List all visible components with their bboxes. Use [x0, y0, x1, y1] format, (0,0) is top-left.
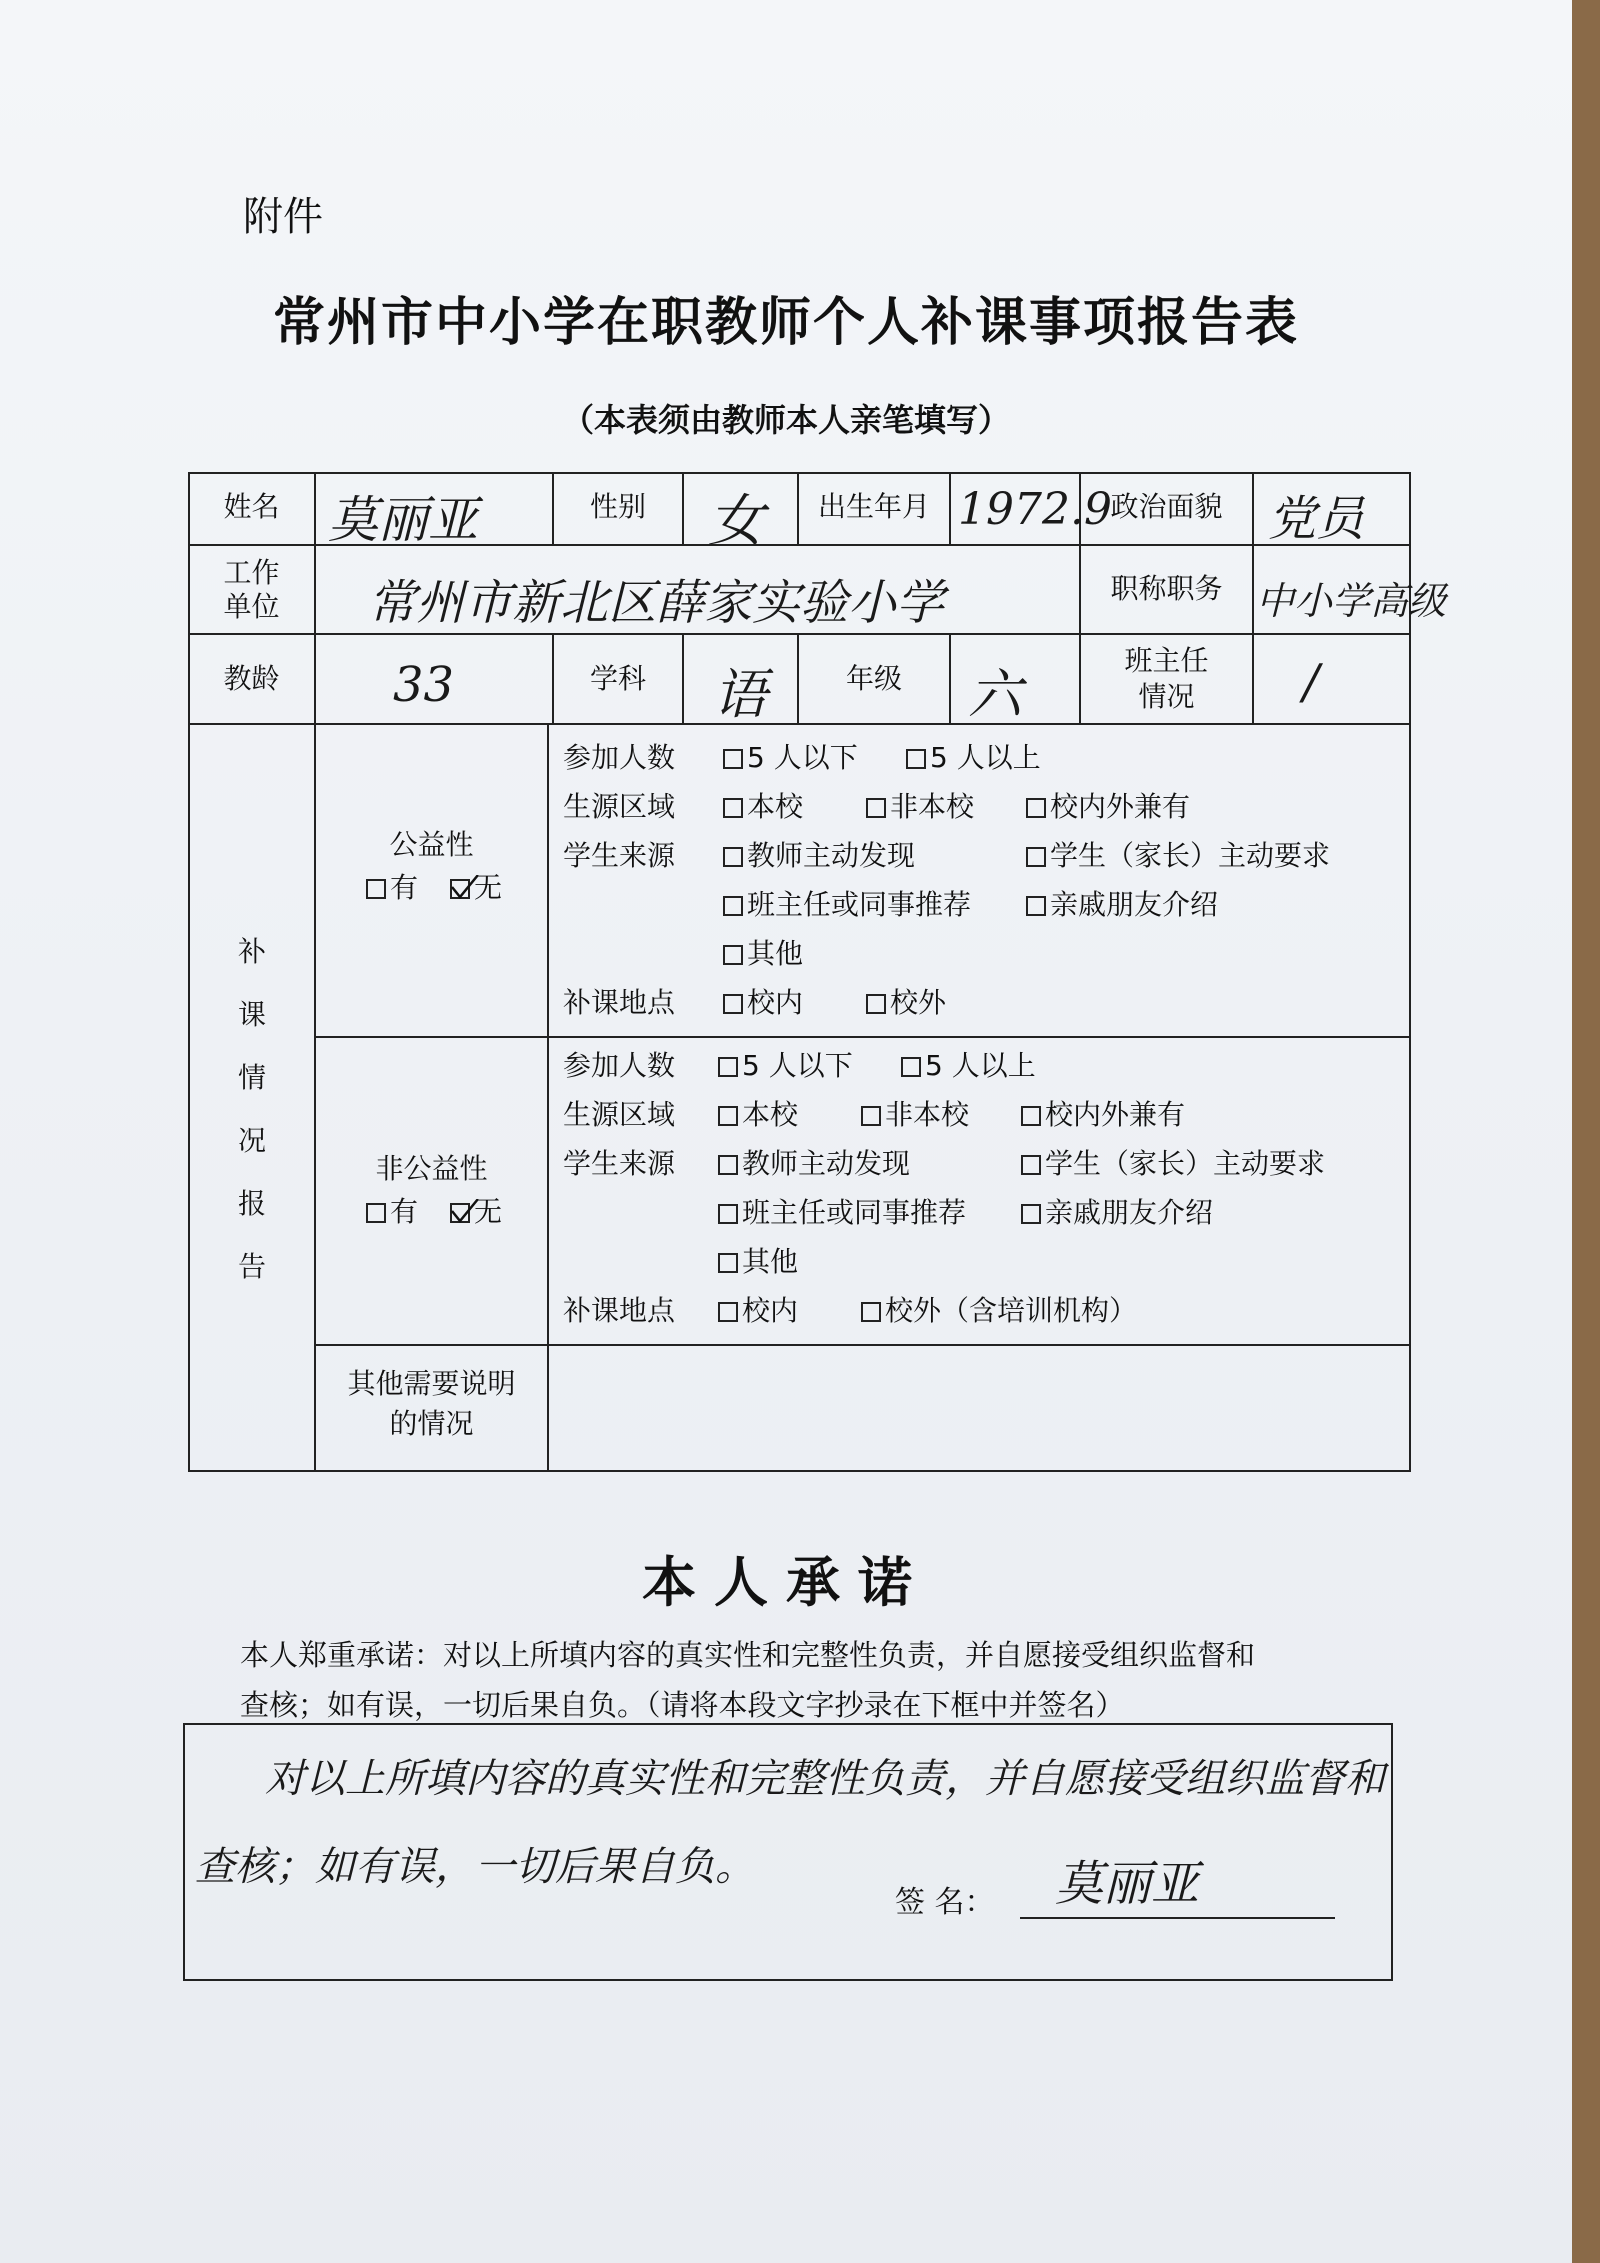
public-place-opt-1[interactable]: 校内 [723, 981, 803, 1021]
grade-label: 年级 [845, 662, 902, 695]
nonpublic-area-opt-2[interactable]: 非本校 [861, 1093, 969, 1133]
section-label: 补 课 情 况 报 告 [237, 935, 266, 1283]
nonpublic-source-label: 学生来源 [563, 1147, 676, 1180]
checkbox[interactable] [1021, 1204, 1041, 1224]
handwritten-line2: 查核；如有误，一切后果自负。 [195, 1844, 755, 1890]
head-teacher-label-line2: 情况 [1138, 680, 1195, 713]
checkbox[interactable] [718, 1057, 738, 1077]
political-value: 党员 [1268, 491, 1365, 547]
work-label-line1: 工作 [223, 556, 280, 589]
checkbox[interactable] [718, 1106, 738, 1126]
name-value: 莫丽亚 [328, 491, 478, 549]
form-title: 常州市中小学在职教师个人补课事项报告表 [272, 292, 1299, 353]
signature-line [1020, 1917, 1335, 1919]
title-value: 中小学高级 [1256, 579, 1447, 623]
nonpublic-label: 非公益性 [375, 1152, 488, 1185]
nonpublic-source-opt-3[interactable]: 班主任或同事推荐 [718, 1191, 966, 1231]
checkbox[interactable] [366, 879, 386, 899]
promise-text [240, 1630, 1380, 1730]
political-label: 政治面貌 [1110, 490, 1223, 523]
checkbox[interactable] [861, 1302, 881, 1322]
public-count-opt-1[interactable]: 5 人以下 [723, 736, 858, 776]
other-label-line1: 其他需要说明 [347, 1367, 516, 1400]
promise-text-line1: 本人郑重承诺：对以上所填内容的真实性和完整性负责，并自愿接受组织监督和 [240, 1638, 1256, 1672]
checkbox[interactable] [906, 749, 926, 769]
nonpublic-place-label: 补课地点 [563, 1294, 676, 1327]
nonpublic-area-opt-1[interactable]: 本校 [718, 1093, 798, 1133]
nonpublic-place-opt-1[interactable]: 校内 [718, 1289, 798, 1329]
checkbox[interactable] [1021, 1155, 1041, 1175]
checkbox[interactable] [866, 994, 886, 1014]
nonpublic-none-option[interactable]: 无 [450, 1190, 502, 1230]
nonpublic-source-opt-4[interactable]: 亲戚朋友介绍 [1021, 1191, 1213, 1231]
public-none-option[interactable]: 无 [450, 866, 502, 906]
nonpublic-area-opt-3[interactable]: 校内外兼有 [1021, 1093, 1185, 1133]
public-place-opt-2[interactable]: 校外 [866, 981, 946, 1021]
checkbox[interactable] [723, 749, 743, 769]
years-label: 教龄 [223, 662, 280, 695]
checkbox[interactable] [723, 847, 743, 867]
public-source-label: 学生来源 [563, 839, 676, 872]
gender-label: 性别 [589, 490, 646, 523]
subject-value: 语 [713, 663, 767, 726]
name-label: 姓名 [223, 490, 280, 523]
other-label-line2: 的情况 [389, 1407, 474, 1440]
title-label: 职称职务 [1110, 572, 1223, 605]
handwritten-promise-box [183, 1723, 1393, 1981]
nonpublic-place-opt-2[interactable]: 校外（含培训机构） [861, 1289, 1137, 1329]
attachment-label: 附件 [243, 194, 323, 240]
public-label: 公益性 [389, 828, 474, 861]
head-teacher-value: / [1303, 654, 1320, 710]
public-has-option[interactable]: 有 [366, 866, 418, 906]
checkbox[interactable] [866, 798, 886, 818]
public-place-label: 补课地点 [563, 986, 676, 1019]
checkbox[interactable] [901, 1057, 921, 1077]
gender-value: 女 [708, 489, 764, 554]
nonpublic-count-opt-1[interactable]: 5 人以下 [718, 1044, 853, 1084]
checkbox[interactable] [1026, 798, 1046, 818]
head-teacher-label-line1: 班主任 [1124, 644, 1209, 677]
nonpublic-count-label: 参加人数 [563, 1049, 676, 1082]
nonpublic-source-opt-5[interactable]: 其他 [718, 1240, 798, 1280]
checkbox[interactable] [723, 994, 743, 1014]
checkbox[interactable] [1026, 847, 1046, 867]
checkbox[interactable] [718, 1155, 738, 1175]
public-area-opt-3[interactable]: 校内外兼有 [1026, 785, 1190, 825]
promise-title: 本人承诺 [642, 1550, 930, 1614]
checkbox[interactable] [1026, 896, 1046, 916]
subject-label: 学科 [589, 662, 646, 695]
nonpublic-source-opt-2[interactable]: 学生（家长）主动要求 [1021, 1142, 1325, 1182]
checkbox[interactable] [1021, 1106, 1041, 1126]
check-mark-icon [450, 875, 480, 901]
public-area-label: 生源区域 [563, 790, 676, 823]
birth-value: 1972.9 [958, 484, 1112, 535]
checkbox[interactable] [723, 896, 743, 916]
check-mark-icon [450, 1199, 480, 1225]
checkbox[interactable] [366, 1203, 386, 1223]
birth-label: 出生年月 [817, 490, 930, 523]
checkbox[interactable] [723, 945, 743, 965]
public-area-opt-2[interactable]: 非本校 [866, 785, 974, 825]
handwritten-line1: 对以上所填内容的真实性和完整性负责，并自愿接受组织监督和 [265, 1756, 1385, 1802]
checkbox[interactable] [718, 1253, 738, 1273]
nonpublic-has-option[interactable]: 有 [366, 1190, 418, 1230]
sign-label: 签 名： [895, 1885, 995, 1920]
public-source-opt-2[interactable]: 学生（家长）主动要求 [1026, 834, 1330, 874]
nonpublic-count-opt-2[interactable]: 5 人以上 [901, 1044, 1036, 1084]
form-subtitle: （本表须由教师本人亲笔填写） [561, 401, 1010, 439]
grade-value: 六 [968, 663, 1022, 726]
checkbox[interactable] [718, 1302, 738, 1322]
promise-text-line2: 查核；如有误，一切后果自负。（请将本段文字抄录在下框中并签名） [240, 1688, 1125, 1722]
public-source-opt-1[interactable]: 教师主动发现 [723, 834, 915, 874]
public-source-opt-3[interactable]: 班主任或同事推荐 [723, 883, 971, 923]
public-source-opt-4[interactable]: 亲戚朋友介绍 [1026, 883, 1218, 923]
public-area-opt-1[interactable]: 本校 [723, 785, 803, 825]
public-count-label: 参加人数 [563, 741, 676, 774]
public-count-opt-2[interactable]: 5 人以上 [906, 736, 1041, 776]
years-value: 33 [393, 657, 455, 713]
checkbox[interactable] [861, 1106, 881, 1126]
signature-value: 莫丽亚 [1055, 1856, 1200, 1912]
checkbox-checked[interactable] [450, 1203, 470, 1223]
report-form-table [188, 472, 1447, 1472]
checkbox[interactable] [718, 1204, 738, 1224]
checkbox[interactable] [723, 798, 743, 818]
nonpublic-source-opt-1[interactable]: 教师主动发现 [718, 1142, 910, 1182]
work-unit-value: 常州市新北区薛家实验小学 [368, 575, 945, 631]
work-label-line2: 单位 [223, 590, 280, 623]
nonpublic-area-label: 生源区域 [563, 1098, 676, 1131]
public-source-opt-5[interactable]: 其他 [723, 932, 803, 972]
checkbox-checked[interactable] [450, 879, 470, 899]
